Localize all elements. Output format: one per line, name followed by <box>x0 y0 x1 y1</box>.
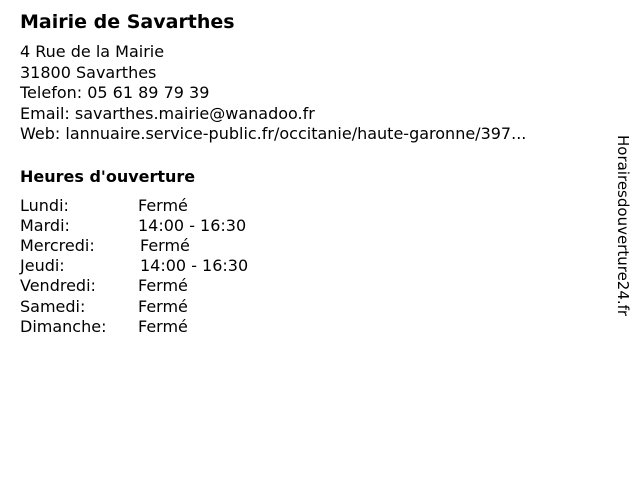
email-link[interactable]: savarthes.mairie@wanadoo.fr <box>74 103 315 123</box>
hours-heading: Heures d'ouverture <box>20 166 196 186</box>
business-card <box>20 10 600 337</box>
web-label: Web: <box>20 124 61 143</box>
hours-time: Fermé <box>138 195 188 215</box>
hours-day: Lundi: <box>20 195 69 215</box>
phone-value[interactable]: 05 61 89 79 39 <box>87 83 210 102</box>
web-link[interactable]: lannuaire.service-public.fr/occitanie/haute-garonne/397... <box>65 124 527 143</box>
hours-time: Fermé <box>140 235 190 255</box>
address-city: 31800 Savarthes <box>20 62 157 82</box>
email-line <box>20 104 600 125</box>
hours-day: Vendredi: <box>20 276 96 296</box>
phone-label: Telefon: <box>20 83 83 102</box>
email-label: Email: <box>20 103 70 123</box>
hours-time: Fermé <box>138 316 188 336</box>
web-line <box>20 124 600 145</box>
hours-row-dimanche <box>20 317 600 337</box>
hours-time: Fermé <box>138 276 188 296</box>
hours-day: Jeudi: <box>20 256 65 276</box>
site-brand-watermark[interactable]: Horairesdouverture24.fr <box>614 135 632 317</box>
hours-row-lundi <box>20 196 600 216</box>
hours-row-mercredi <box>20 236 600 256</box>
hours-row-samedi <box>20 297 600 317</box>
hours-day: Mardi: <box>20 215 70 235</box>
page-title: Mairie de Savarthes <box>20 11 235 33</box>
hours-table <box>20 196 600 337</box>
hours-time: 14:00 - 16:30 <box>140 256 249 276</box>
hours-time: Fermé <box>138 296 188 316</box>
hours-row-mardi <box>20 216 600 236</box>
hours-day: Dimanche: <box>20 316 107 336</box>
hours-row-jeudi <box>20 256 600 276</box>
address-street: 4 Rue de la Mairie <box>20 42 165 61</box>
hours-time: 14:00 - 16:30 <box>138 215 247 235</box>
hours-day: Mercredi: <box>20 235 95 255</box>
phone-line <box>20 83 600 104</box>
hours-day: Samedi: <box>20 296 86 316</box>
hours-row-vendredi <box>20 276 600 296</box>
